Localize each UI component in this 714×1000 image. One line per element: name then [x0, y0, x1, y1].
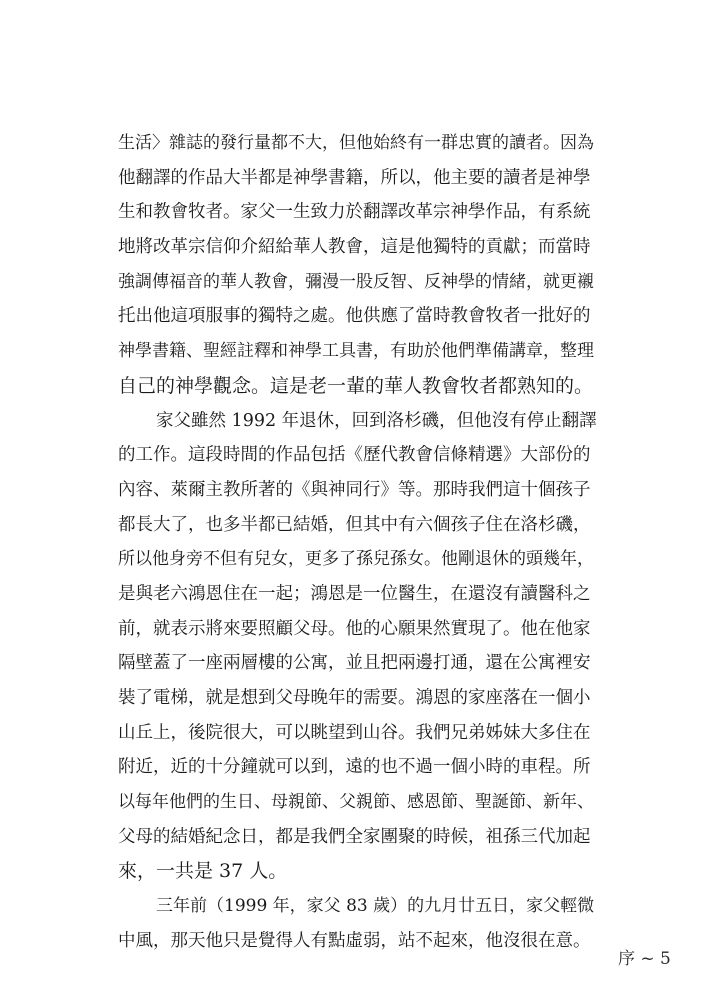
- text-line: 隔壁蓋了一座兩層樓的公寓，並且把兩邊打通，還在公寓裡安: [118, 653, 591, 674]
- text-line: 內容、萊爾主教所著的《與神同行》等。那時我們這十個孩子: [118, 479, 591, 500]
- text-line: 中風，那天他只是覺得人有點虛弱，站不起來，他沒很在意。: [118, 930, 591, 951]
- text-line: 的工作。這段時間的作品包括《歷代教會信條精選》大部份的: [118, 445, 591, 466]
- text-line: 生和教會牧者。家父一生致力於翻譯改革宗神學作品，有系統: [118, 202, 591, 223]
- paragraph: [118, 126, 600, 404]
- text-line: 附近，近的十分鐘就可以到，遠的也不過一個小時的車程。所: [118, 757, 591, 778]
- text-line: 都長大了，也多半都已結婚，但其中有六個孩子住在洛杉磯，: [118, 514, 591, 535]
- paragraph: [118, 404, 600, 890]
- text-line: 所以他身旁不但有兒女，更多了孫兒孫女。他剛退休的頭幾年，: [118, 549, 594, 570]
- text-line: 神學書籍、聖經註釋和神學工具書，有助於他們準備講章，整理: [118, 341, 594, 362]
- body-text: [118, 126, 600, 959]
- paragraph: [118, 889, 600, 958]
- text-line: 以每年他們的生日、母親節、父親節、感恩節、聖誕節、新年、: [118, 792, 594, 813]
- text-line: 自己的神學觀念。這是老一輩的華人教會牧者都熟知的。: [118, 374, 594, 397]
- text-line: 是與老六鴻恩住在一起；鴻恩是一位醫生，在還沒有讀醫科之: [118, 583, 591, 604]
- text-line: 地將改革宗信仰介紹給華人教會，這是他獨特的貢獻；而當時: [118, 237, 591, 258]
- text-line: 來，一共是 37 人。: [118, 860, 288, 883]
- text-line: 家父雖然 1992 年退休，回到洛杉磯，但他沒有停止翻譯: [156, 410, 597, 431]
- text-line: 前，就表示將來要照顧父母。他的心願果然實現了。他在他家: [118, 618, 591, 639]
- text-line: 三年前（1999 年，家父 83 歲）的九月廿五日，家父輕微: [156, 896, 595, 917]
- text-line: 父母的結婚紀念日，都是我們全家團聚的時候，祖孫三代加起: [118, 826, 591, 847]
- text-line: 他翻譯的作品大半都是神學書籍，所以，他主要的讀者是神學: [118, 167, 591, 188]
- page-number: 序 ~ 5: [618, 949, 671, 969]
- text-line: 托出他這項服事的獨特之處。他供應了當時教會牧者一批好的: [118, 306, 591, 327]
- text-line: 生活〉雜誌的發行量都不大，但他始終有一群忠實的讀者。因為: [118, 133, 594, 153]
- text-line: 裝了電梯，就是想到父母晚年的需要。鴻恩的家座落在一個小: [118, 688, 591, 708]
- text-line: 強調傳福音的華人教會，彌漫一股反智、反神學的情緒，就更襯: [118, 271, 594, 292]
- text-line: 山丘上，後院很大，可以眺望到山谷。我們兄弟姊妹大多住在: [118, 722, 591, 743]
